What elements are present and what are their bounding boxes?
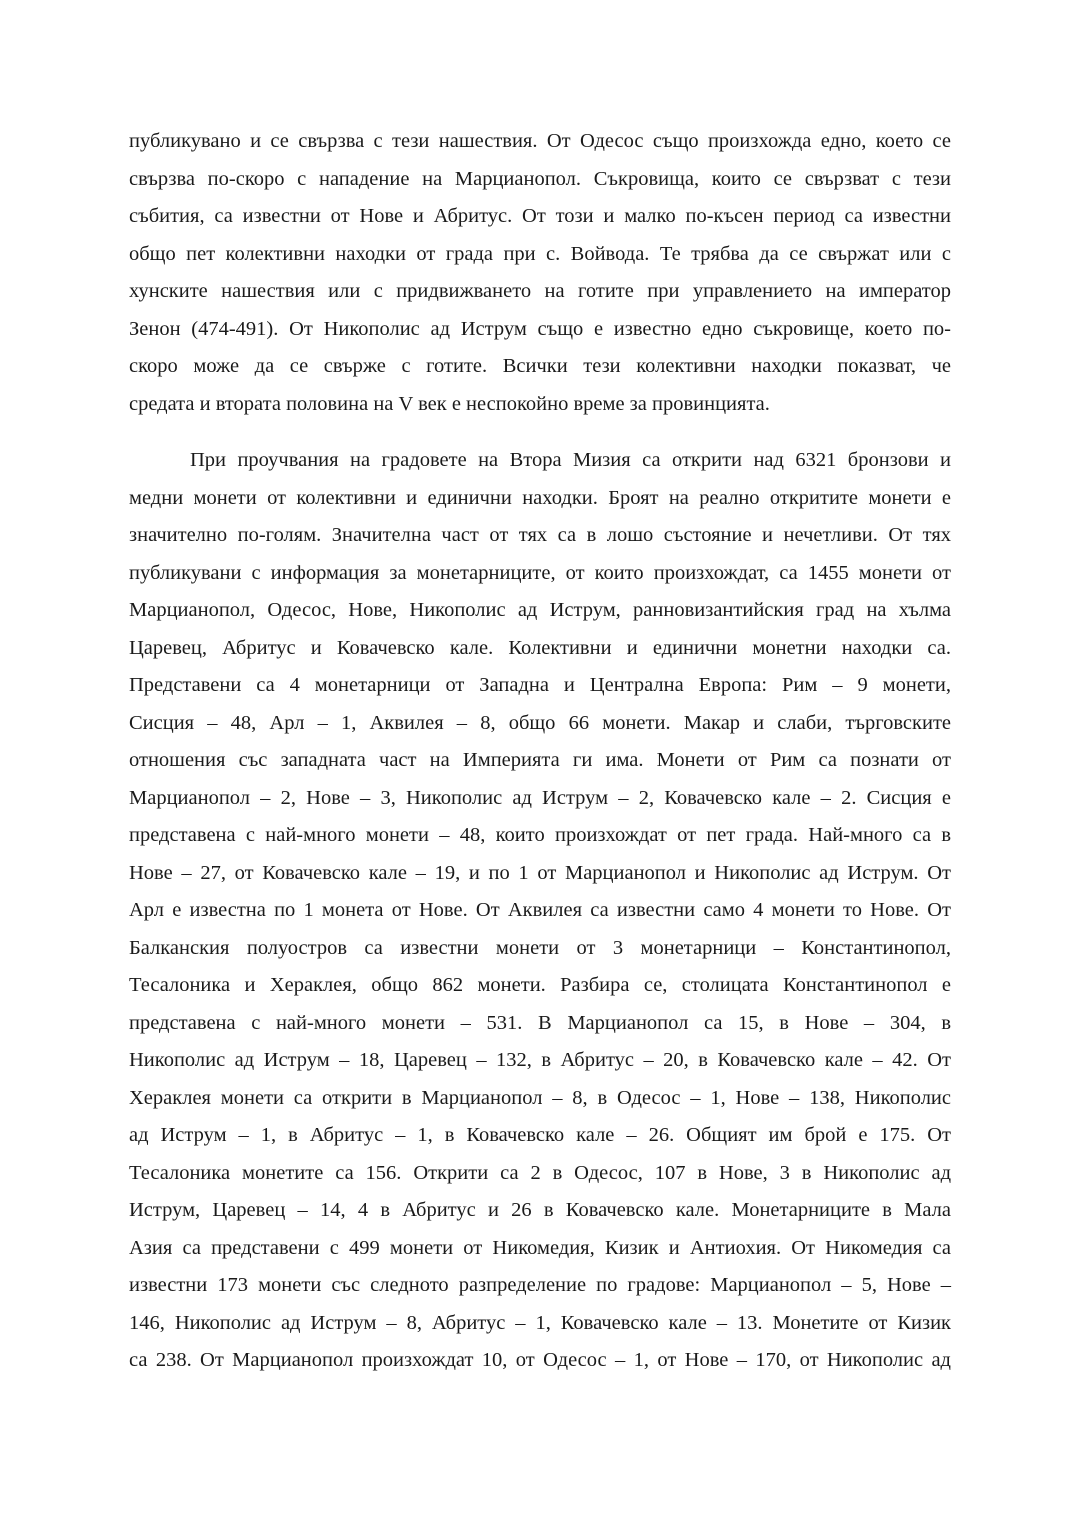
paragraph-1-line: Зенон (474-491). От Никополис ад Иструм също е известно едно съкровище, което по- <box>129 317 951 340</box>
paragraph-2-line: При проучвания на градовете на Втора Мизия са открити над 6321 бронзови и <box>190 449 951 471</box>
paragraph-2-line: Марцианопол – 2, Нове – 3, Никополис ад Иструм – 2, Ковачевско кале – 2. Сисция е <box>129 786 951 809</box>
paragraph-2-line: представена с най-много монети – 531. В Марцианопол са 15, в Нове – 304, в <box>129 1011 951 1034</box>
paragraph-2-line: Тесалоника и Хераклея, общо 862 монети. Разбира се, столицата Константинопол е <box>129 974 951 996</box>
paragraph-2-line: 146, Никополис ад Иструм – 8, Абритус – 1, Ковачевско кале – 13. Монетите от Кизик <box>129 1311 951 1334</box>
paragraph-2-line: Нове – 27, от Ковачевско кале – 19, и по 1 от Марцианопол и Никополис ад Иструм. От <box>129 861 951 884</box>
paragraph-1-line: скоро може да се свърже с готите. Всички тези колективни находки показват, че <box>129 355 951 377</box>
paragraph-2-line: Балканския полуостров са известни монети от 3 монетарници – Константинопол, <box>129 936 951 959</box>
paragraph-2-line: Никополис ад Иструм – 18, Царевец – 132, в Абритус – 20, в Ковачевско кале – 42. От <box>129 1049 951 1071</box>
paragraph-2-line: Тесалоника монетите са 156. Открити са 2 в Одесос, 107 в Нове, 3 в Никополис ад <box>129 1161 951 1184</box>
paragraph-1-line: свързва по-скоро с нападение на Марцианопол. Съкровища, които се свързват с тези <box>129 167 951 190</box>
paragraph-2-line: Сисция – 48, Арл – 1, Аквилея – 8, общо 66 монети. Макар и слаби, търговските <box>129 711 951 734</box>
paragraph-1-line: средата и втората половина на V век е неспокойно време за провинцията. <box>129 392 770 415</box>
paragraph-1-line: публикувано и се свързва с тези нашествия. От Одесос също произхожда едно, което се <box>129 130 951 152</box>
paragraph-2-line: ад Иструм – 1, в Абритус – 1, в Ковачевско кале – 26. Общият им брой е 175. От <box>129 1124 951 1146</box>
paragraph-2-line: Иструм, Царевец – 14, 4 в Абритус и 26 в Ковачевско кале. Монетарниците в Мала <box>129 1199 951 1221</box>
paragraph-1-line: хунските нашествия или с придвижването на готите при управлението на император <box>129 280 951 302</box>
paragraph-2-line: медни монети от колективни и единични находки. Броят на реално откритите монети е <box>129 486 951 509</box>
paragraph-1-line: събития, са известни от Нове и Абритус. От този и малко по-късен период са известни <box>129 205 951 227</box>
paragraph-2-line: отношения със западната част на Империята ги има. Монети от Рим са познати от <box>129 749 951 771</box>
paragraph-2 <box>129 442 951 1380</box>
paragraph-2-line: Представени са 4 монетарници от Западна и Централна Европа: Рим – 9 монети, <box>129 674 951 696</box>
paragraph-2-line: Арл е известна по 1 монета от Нове. От Аквилея са известни само 4 монети то Нове. От <box>129 899 951 921</box>
paragraph-2-line: представена с най-много монети – 48, които произхождат от пет града. Най-много са в <box>129 824 951 846</box>
paragraph-1-line: общо пет колективни находки от града при с. Войвода. Те трябва да се свържат или с <box>129 242 951 265</box>
paragraph-2-line: известни 173 монети със следното разпределение по градове: Марцианопол – 5, Нове – <box>129 1274 951 1296</box>
paragraph-2-line: значително по-голям. Значителна част от тях са в лошо състояние и нечетливи. От тях <box>129 524 951 546</box>
paragraph-2-line: Марцианопол, Одесос, Нове, Никополис ад Иструм, ранновизантийския град на хълма <box>129 599 951 621</box>
paragraph-2-line: Царевец, Абритус и Ковачевско кале. Колективни и единични монетни находки са. <box>129 636 951 659</box>
paragraph-1 <box>129 123 951 423</box>
paragraph-2-line: Хераклея монети са открити в Марцианопол – 8, в Одесос – 1, Нове – 138, Никополис <box>129 1086 951 1109</box>
paragraph-2-line: публикувани с информация за монетарниците, от които произхождат, са 1455 монети от <box>129 561 951 584</box>
paragraph-2-line: Азия са представени с 499 монети от Никомедия, Кизик и Антиохия. От Никомедия са <box>129 1236 951 1259</box>
paragraph-2-line: са 238. От Марцианопол произхождат 10, от Одесос – 1, от Нове – 170, от Никополис ад <box>129 1349 951 1371</box>
